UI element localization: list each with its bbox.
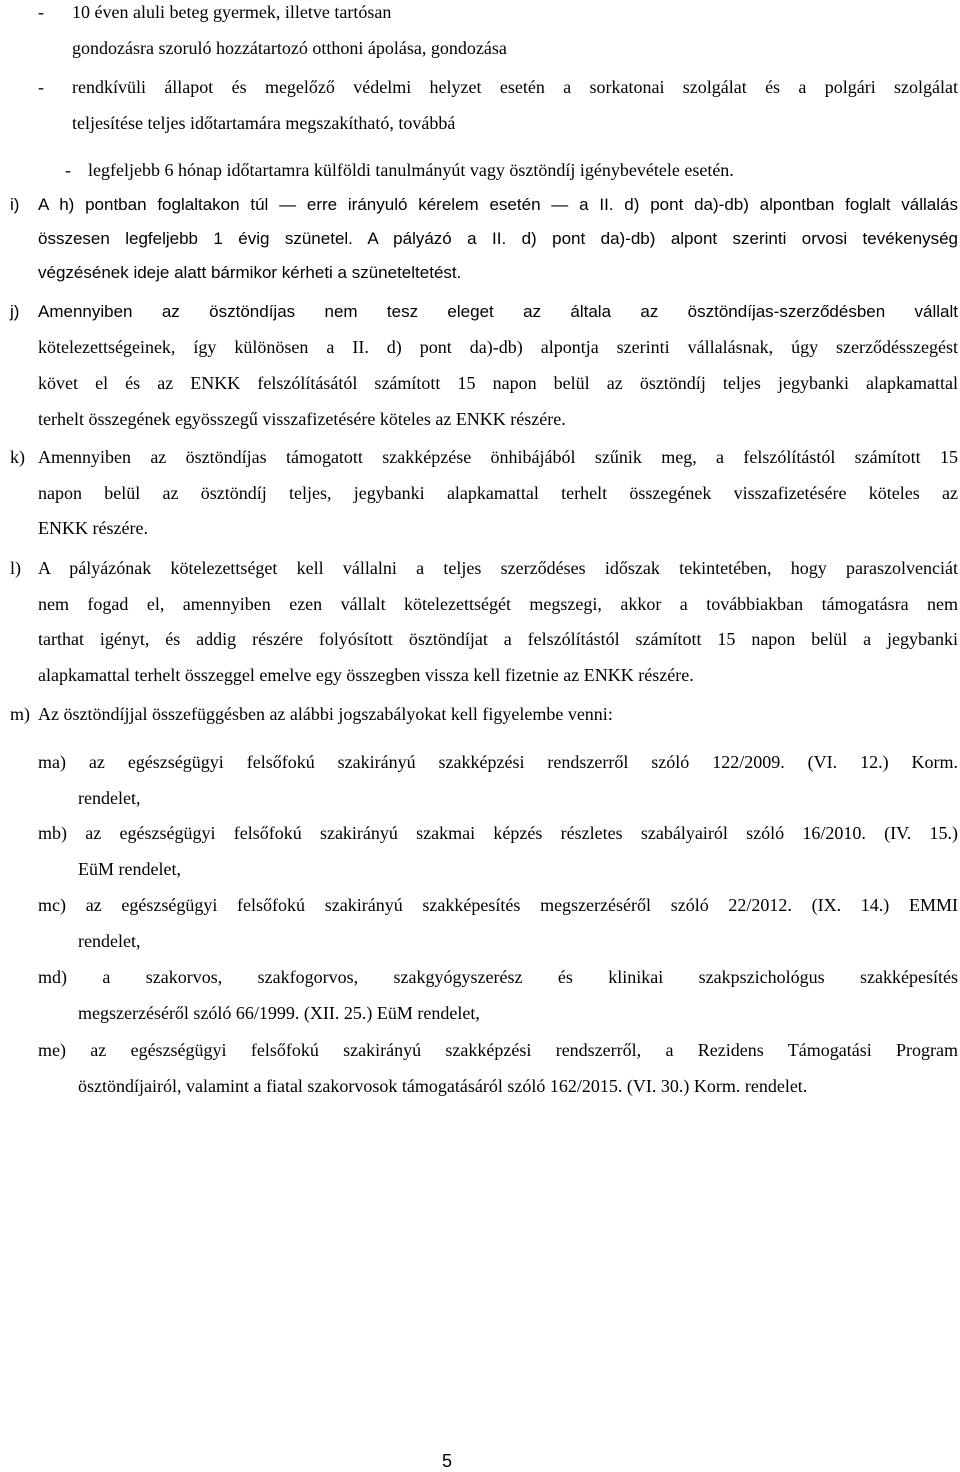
bullet-1-line-2: gondozásra szoruló hozzátartozó otthoni ápolása, gondozása [72, 38, 507, 58]
item-k-line-2: napon belül az ösztöndíj teljes, jegybanki alapkamattal terhelt összegének visszafizetésére köteles az [38, 483, 958, 503]
item-l-line-3: tarthat igényt, és addig részére folyósított ösztöndíjat a felszólítástól számított 15 napon belül a jegybanki [38, 629, 958, 649]
sub-mb-line-2: EüM rendelet, [78, 859, 181, 879]
item-k-line-1: Amennyiben az ösztöndíjas támogatott szakképzése önhibájából szűnik meg, a felszólítástól számított 15 [38, 447, 958, 467]
sub-ma-line-1: ma) az egészségügyi felsőfokú szakirányú szakképzési rendszerről szóló 122/2009. (VI. 12.) Korm. [38, 752, 958, 772]
bullet-2-line-1: rendkívüli állapot és megelőző védelmi helyzet esetén a sorkatonai szolgálat és a polgári szolgálat [72, 77, 958, 97]
item-m-marker: m) [10, 704, 30, 724]
bullet-1-line-1: 10 éven aluli beteg gyermek, illetve tartósan [72, 2, 392, 22]
sub-me-line-2: ösztöndíjairól, valamint a fiatal szakorvosok támogatásáról szóló 162/2015. (VI. 30.) Korm. rendelet. [78, 1076, 808, 1096]
sub-mc-line-1: mc) az egészségügyi felsőfokú szakirányú szakképesítés megszerzéséről szóló 22/2012. (IX. 14.) EMMI [38, 895, 958, 915]
item-i-marker: i) [10, 195, 20, 214]
sub-ma-line-2: rendelet, [78, 788, 141, 808]
item-l-line-2: nem fogad el, amennyiben ezen vállalt kötelezettségét megszegi, akkor a továbbiakban támogatásra nem [38, 594, 958, 614]
item-i-line-3: végzésének ideje alatt bármikor kérheti a szüneteltetést. [38, 263, 462, 282]
sub-mc-line-2: rendelet, [78, 931, 141, 951]
item-j-marker: j) [10, 302, 20, 321]
item-l-marker: l) [10, 558, 21, 578]
sub-md-line-1: md) a szakorvos, szakfogorvos, szakgyógyszerész és klinikai szakpszichológus szakképesítés [38, 967, 958, 987]
item-j-line-3: követ el és az ENKK felszólításától számított 15 napon belül az ösztöndíj teljes jegybanki alapkamattal [38, 373, 958, 393]
page-number: 5 [441, 1451, 452, 1471]
sub-mb-line-1: mb) az egészségügyi felsőfokú szakirányú szakmai képzés részletes szabályairól szóló 16/2010. (IV. 15.) [38, 823, 958, 843]
item-j-line-2: kötelezettségeinek, így különösen a II. d) pont da)-db) alpontja szerinti vállalásnak, úgy szerződésszegést [38, 337, 958, 357]
item-j-line-1: Amennyiben az ösztöndíjas nem tesz eleget az általa az ösztöndíjas-szerződésben vállalt [38, 302, 958, 321]
item-i-line-2: összesen legfeljebb 1 évig szünetel. A pályázó a II. d) pont da)-db) alpont szerinti orvosi tevékenység [38, 229, 958, 248]
item-k-marker: k) [10, 447, 25, 467]
bullet-dash: - [65, 160, 71, 180]
bullet-3-line-1: legfeljebb 6 hónap időtartamra külföldi tanulmányút vagy ösztöndíj igénybevétele esetén. [88, 160, 734, 180]
item-l-line-4: alapkamattal terhelt összeggel emelve egy összegben vissza kell fizetnie az ENKK részére. [38, 665, 694, 685]
bullet-dash: - [38, 77, 44, 97]
item-j-line-4: terhelt összegének egyösszegű visszafizetésére köteles az ENKK részére. [38, 409, 566, 429]
item-i-line-1: A h) pontban foglaltakon túl ― erre irányuló kérelem esetén ― a II. d) pont da)-db) alpontban foglalt vállalás [38, 195, 958, 214]
sub-me-line-1: me) az egészségügyi felsőfokú szakirányú szakképzési rendszerről, a Rezidens Támogatási Program [38, 1040, 958, 1060]
item-m-line-1: Az ösztöndíjjal összefüggésben az alábbi jogszabályokat kell figyelembe venni: [38, 704, 613, 724]
sub-md-line-2: megszerzéséről szóló 66/1999. (XII. 25.) EüM rendelet, [78, 1003, 480, 1023]
item-l-line-1: A pályázónak kötelezettséget kell vállalni a teljes szerződéses időszak tekintetében, hogy paraszolvenciát [38, 558, 958, 578]
item-k-line-3: ENKK részére. [38, 518, 148, 538]
bullet-dash: - [38, 2, 44, 22]
bullet-2-line-2: teljesítése teljes időtartamára megszakítható, továbbá [72, 113, 456, 133]
